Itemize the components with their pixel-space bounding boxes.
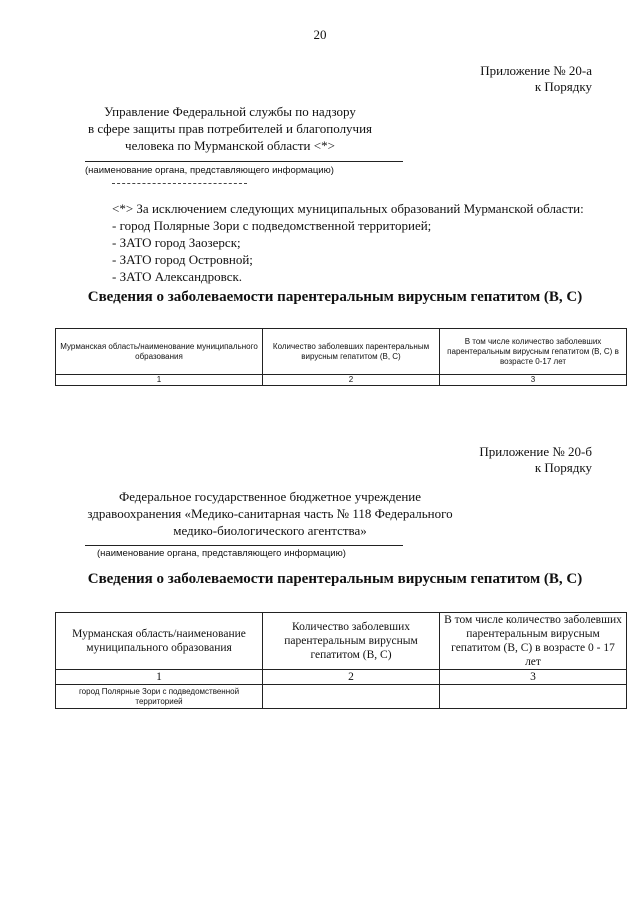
appendix-a-header [480,63,592,95]
appendix-b-organization [75,488,465,539]
table-cell [440,685,627,709]
appendix-a-heading: Сведения о заболеваемости парентеральным вирусным гепатитом (В, С) [87,289,583,305]
note-line: - ЗАТО город Островной; [112,252,253,267]
column-header: В том числе количество заболевших парентеральным вирусным гепатитом (В, С) в возрасте 0-17 лет [440,329,627,375]
org-line: здравоохранения «Медико-санитарная часть № 118 Федерального [87,506,453,521]
table-header-row [56,329,627,375]
table-cell [263,685,440,709]
org-line: Управление Федеральной службы по надзору [104,104,356,119]
page-number: 20 [313,27,327,42]
note-line: - город Полярные Зори с подведомственной территорией; [112,218,432,233]
appendix-b-heading: Сведения о заболеваемости парентеральным вирусным гепатитом (В, С) [87,571,583,587]
appendix-b-title: Приложение № 20-б [479,444,592,459]
column-number: 3 [440,375,627,386]
org-line: в сфере защиты прав потребителей и благополучия [87,121,373,136]
table-row [56,685,627,709]
column-number: 2 [263,375,440,386]
appendix-b-header [479,444,592,476]
column-header: Количество заболевших парентеральным вирусным гепатитом (В, С) [263,329,440,375]
dashed-rule [112,183,247,184]
appendix-b-table [55,612,627,709]
column-header: Количество заболевших парентеральным вирусным гепатитом (В, С) [263,613,440,670]
appendix-b-caption: (наименование органа, представляющего информацию) [97,548,346,559]
column-number: 1 [56,375,263,386]
column-number: 3 [440,670,627,685]
appendix-a-table [55,328,627,386]
org-underline [85,545,403,546]
note-line: - ЗАТО город Заозерск; [112,235,241,250]
org-underline [85,161,403,162]
appendix-a-subtitle: к Порядку [534,79,592,94]
table-number-row [56,375,627,386]
org-line: человека по Мурманской области <*> [125,138,335,153]
column-header: Мурманская область/наименование муниципального образования [56,329,263,375]
column-number: 1 [56,670,263,685]
appendix-b-subtitle: к Порядку [534,460,592,475]
exclusion-note [112,200,584,285]
column-header: В том числе количество заболевших парентеральным вирусным гепатитом (В, С) в возрасте 0 - 17 лет [440,613,627,670]
column-number: 2 [263,670,440,685]
org-line: Федеральное государственное бюджетное учреждение [118,489,422,504]
note-line: - ЗАТО Александровск. [112,269,243,284]
appendix-a-caption: (наименование органа, представляющего информацию) [85,165,334,176]
appendix-a-title: Приложение № 20-а [480,63,592,78]
note-line: <*> За исключением следующих муниципальных образований Мурманской области: [112,201,584,216]
appendix-a-organization [60,103,400,154]
column-header: Мурманская область/наименование муниципального образования [56,613,263,670]
org-line: медико-биологического агентства» [173,523,367,538]
table-cell: город Полярные Зори с подведомственной территорией [56,685,263,709]
table-header-row [56,613,627,670]
table-number-row [56,670,627,685]
